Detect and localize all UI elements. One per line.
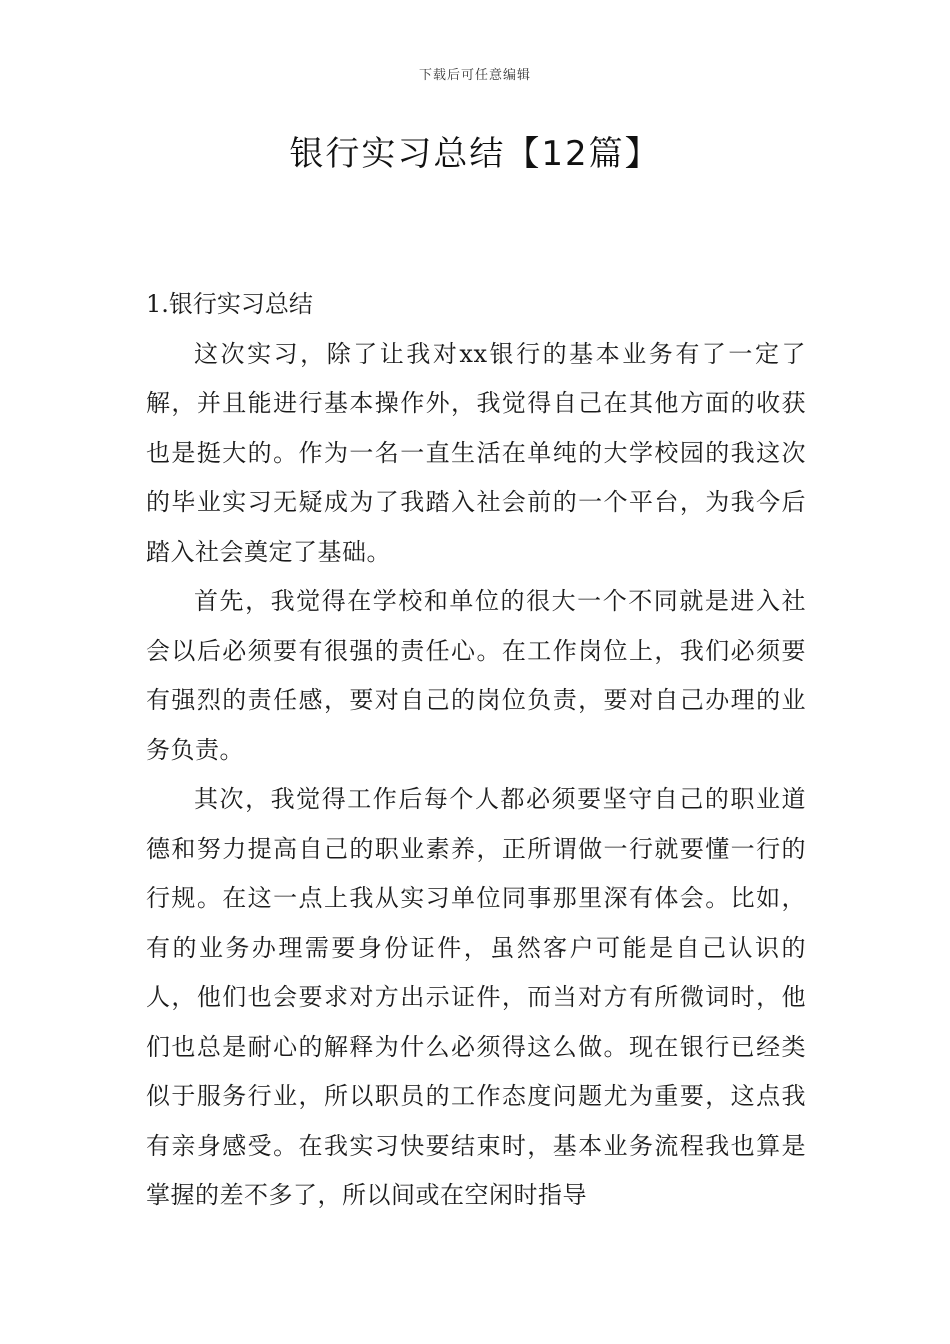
header-note: 下载后可任意编辑 — [418, 68, 531, 83]
paragraph-2: 首先，我觉得在学校和单位的很大一个不同就是进入社会以后必须要有很强的责任心。在工作岗位上，我们必须要有强烈的责任感，要对自己的岗位负责，要对自己办理的业务负责。 — [146, 587, 806, 764]
document-title: 银行实习总结【12篇】 — [289, 134, 661, 174]
paragraph-3: 其次，我觉得工作后每个人都必须要坚守自己的职业道德和努力提高自己的职业素养，正所谓做一行就要懂一行的行规。在这一点上我从实习单位同事那里深有体会。比如，有的业务办理需要身份证件，虽然客户可能是自己认识的人，他们也会要求对方出示证件，而当对方有所微词时，他们也总是耐心的解释为什么必须得这么做。现在银行已经类似于服务行业，所以职员的工作态度问题尤为重要，这点我有亲身感受。在我实习快要结束时，基本业务流程我也算是掌握的差不多了，所以间或在空闲时指导 — [146, 785, 806, 1209]
section-heading: 1.银行实习总结 — [146, 290, 313, 318]
paragraph-1: 这次实习，除了让我对xx银行的基本业务有了一定了解，并且能进行基本操作外，我觉得自己在其他方面的收获也是挺大的。作为一名一直生活在单纯的大学校园的我这次的毕业实习无疑成为了我踏入社会前的一个平台，为我今后踏入社会奠定了基础。 — [146, 339, 806, 566]
document-body — [146, 280, 806, 1221]
